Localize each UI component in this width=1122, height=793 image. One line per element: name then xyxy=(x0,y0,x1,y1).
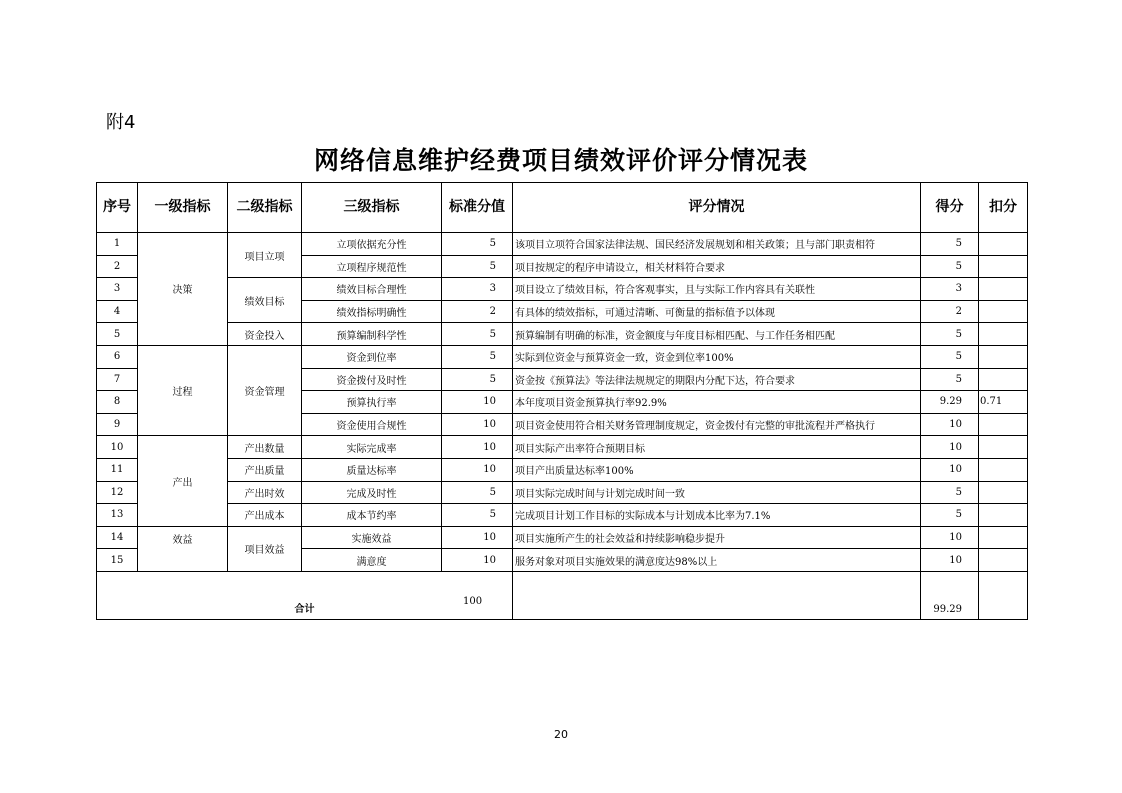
row-std: 10 xyxy=(442,391,513,414)
row-desc: 完成项目计划工作目标的实际成本与计划成本比率为7.1% xyxy=(513,504,921,527)
total-deduct xyxy=(979,571,1028,619)
row-level3: 绩效目标合理性 xyxy=(302,278,442,301)
table-row xyxy=(97,481,1028,504)
row-level3: 绩效指标明确性 xyxy=(302,300,442,323)
level2-shixiao: 产出时效 xyxy=(228,481,302,504)
row-std: 5 xyxy=(442,345,513,368)
row-deduct: 0.71 xyxy=(979,391,1028,414)
table-row xyxy=(97,345,1028,368)
row-std: 10 xyxy=(442,413,513,436)
row-level3: 质量达标率 xyxy=(302,458,442,481)
row-score: 5 xyxy=(921,323,979,346)
row-score: 5 xyxy=(921,368,979,391)
row-level3: 实际完成率 xyxy=(302,436,442,459)
row-score: 10 xyxy=(921,436,979,459)
row-desc: 项目实际完成时间与计划完成时间一致 xyxy=(513,481,921,504)
row-score: 10 xyxy=(921,458,979,481)
row-score: 5 xyxy=(921,481,979,504)
row-score: 5 xyxy=(921,345,979,368)
total-desc xyxy=(513,571,921,619)
level2-guanli: 资金管理 xyxy=(228,345,302,435)
row-std: 10 xyxy=(442,458,513,481)
level1-output: 产出 xyxy=(138,436,228,526)
total-score: 99.29 xyxy=(921,571,979,619)
level2-chengben: 产出成本 xyxy=(228,504,302,527)
row-desc: 本年度项目资金预算执行率92.9% xyxy=(513,391,921,414)
row-no: 15 xyxy=(97,549,138,572)
row-no: 11 xyxy=(97,458,138,481)
row-score: 9.29 xyxy=(921,391,979,414)
row-deduct xyxy=(979,278,1028,301)
evaluation-table xyxy=(96,182,1028,620)
total-std-value: 100 xyxy=(463,596,483,607)
row-score: 5 xyxy=(921,233,979,256)
row-deduct xyxy=(979,233,1028,256)
row-std: 5 xyxy=(442,481,513,504)
row-level3: 满意度 xyxy=(302,549,442,572)
row-desc: 预算编制有明确的标准，资金额度与年度目标相匹配、与工作任务相匹配 xyxy=(513,323,921,346)
row-std: 5 xyxy=(442,233,513,256)
table-row xyxy=(97,278,1028,301)
row-deduct xyxy=(979,436,1028,459)
row-desc: 资金按《预算法》等法律法规规定的期限内分配下达，符合要求 xyxy=(513,368,921,391)
row-no: 7 xyxy=(97,368,138,391)
row-deduct xyxy=(979,504,1028,527)
row-no: 6 xyxy=(97,345,138,368)
level1-process: 过程 xyxy=(138,345,228,435)
total-label: 合计 xyxy=(97,571,513,619)
row-level3: 资金拨付及时性 xyxy=(302,368,442,391)
row-deduct xyxy=(979,526,1028,549)
level2-shuliang: 产出数量 xyxy=(228,436,302,459)
page-title: 网络信息维护经费项目绩效评价评分情况表 xyxy=(313,146,808,175)
header-seq: 序号 xyxy=(97,183,138,233)
row-no: 10 xyxy=(97,436,138,459)
header-std: 标准分值 xyxy=(442,183,513,233)
row-std: 10 xyxy=(442,436,513,459)
row-no: 2 xyxy=(97,255,138,278)
row-std: 10 xyxy=(442,549,513,572)
row-deduct xyxy=(979,345,1028,368)
table-row xyxy=(97,436,1028,459)
row-desc: 项目设立了绩效目标，符合客观事实，且与实际工作内容具有关联性 xyxy=(513,278,921,301)
header-level1: 一级指标 xyxy=(138,183,228,233)
row-level3: 预算执行率 xyxy=(302,391,442,414)
row-level3: 实施效益 xyxy=(302,526,442,549)
row-desc: 有具体的绩效指标，可通过清晰、可衡量的指标值予以体现 xyxy=(513,300,921,323)
row-std: 3 xyxy=(442,278,513,301)
row-no: 3 xyxy=(97,278,138,301)
row-score: 3 xyxy=(921,278,979,301)
header-level3: 三级指标 xyxy=(302,183,442,233)
level2-xiaoyi: 项目效益 xyxy=(228,526,302,571)
row-no: 5 xyxy=(97,323,138,346)
row-deduct xyxy=(979,255,1028,278)
row-score: 10 xyxy=(921,413,979,436)
row-deduct xyxy=(979,323,1028,346)
row-level3: 资金使用合规性 xyxy=(302,413,442,436)
row-score: 10 xyxy=(921,526,979,549)
row-desc: 实际到位资金与预算资金一致，资金到位率100% xyxy=(513,345,921,368)
header-level2: 二级指标 xyxy=(228,183,302,233)
header-row xyxy=(97,183,1028,233)
row-deduct xyxy=(979,458,1028,481)
row-no: 12 xyxy=(97,481,138,504)
table-row xyxy=(97,323,1028,346)
row-level3: 预算编制科学性 xyxy=(302,323,442,346)
row-deduct xyxy=(979,549,1028,572)
level2-touru: 资金投入 xyxy=(228,323,302,346)
row-desc: 服务对象对项目实施效果的满意度达98%以上 xyxy=(513,549,921,572)
attachment-label: 附4 xyxy=(106,112,136,133)
row-std: 5 xyxy=(442,323,513,346)
row-std: 5 xyxy=(442,255,513,278)
row-no: 8 xyxy=(97,391,138,414)
row-no: 13 xyxy=(97,504,138,527)
row-desc: 项目产出质量达标率100% xyxy=(513,458,921,481)
row-no: 4 xyxy=(97,300,138,323)
row-score: 2 xyxy=(921,300,979,323)
row-score: 10 xyxy=(921,549,979,572)
row-desc: 项目资金使用符合相关财务管理制度规定，资金拨付有完整的审批流程并严格执行 xyxy=(513,413,921,436)
row-no: 9 xyxy=(97,413,138,436)
row-level3: 立项程序规范性 xyxy=(302,255,442,278)
row-level3: 完成及时性 xyxy=(302,481,442,504)
row-desc: 项目实际产出率符合预期目标 xyxy=(513,436,921,459)
row-deduct xyxy=(979,368,1028,391)
table-row xyxy=(97,233,1028,256)
table-row xyxy=(97,526,1028,549)
row-desc: 项目实施所产生的社会效益和持续影响稳步提升 xyxy=(513,526,921,549)
row-no: 1 xyxy=(97,233,138,256)
row-score: 5 xyxy=(921,504,979,527)
table-row xyxy=(97,504,1028,527)
row-score: 5 xyxy=(921,255,979,278)
row-std: 10 xyxy=(442,526,513,549)
header-eval: 评分情况 xyxy=(513,183,921,233)
table-row xyxy=(97,458,1028,481)
header-score: 得分 xyxy=(921,183,979,233)
level2-lixiang: 项目立项 xyxy=(228,233,302,278)
row-no: 14 xyxy=(97,526,138,549)
row-deduct xyxy=(979,413,1028,436)
level2-jixiao: 绩效目标 xyxy=(228,278,302,323)
total-row xyxy=(97,571,1028,619)
row-level3: 资金到位率 xyxy=(302,345,442,368)
level1-decision: 决策 xyxy=(138,233,228,346)
header-deduct: 扣分 xyxy=(979,183,1028,233)
row-desc: 项目按规定的程序申请设立，相关材料符合要求 xyxy=(513,255,921,278)
row-deduct xyxy=(979,300,1028,323)
level2-zhiliang: 产出质量 xyxy=(228,458,302,481)
row-deduct xyxy=(979,481,1028,504)
row-desc: 该项目立项符合国家法律法规、国民经济发展规划和相关政策；且与部门职责相符 xyxy=(513,233,921,256)
row-level3: 成本节约率 xyxy=(302,504,442,527)
level1-benefit: 效益 xyxy=(138,526,228,571)
row-std: 2 xyxy=(442,300,513,323)
row-std: 5 xyxy=(442,504,513,527)
row-std: 5 xyxy=(442,368,513,391)
row-level3: 立项依据充分性 xyxy=(302,233,442,256)
page-number: 20 xyxy=(554,728,568,741)
